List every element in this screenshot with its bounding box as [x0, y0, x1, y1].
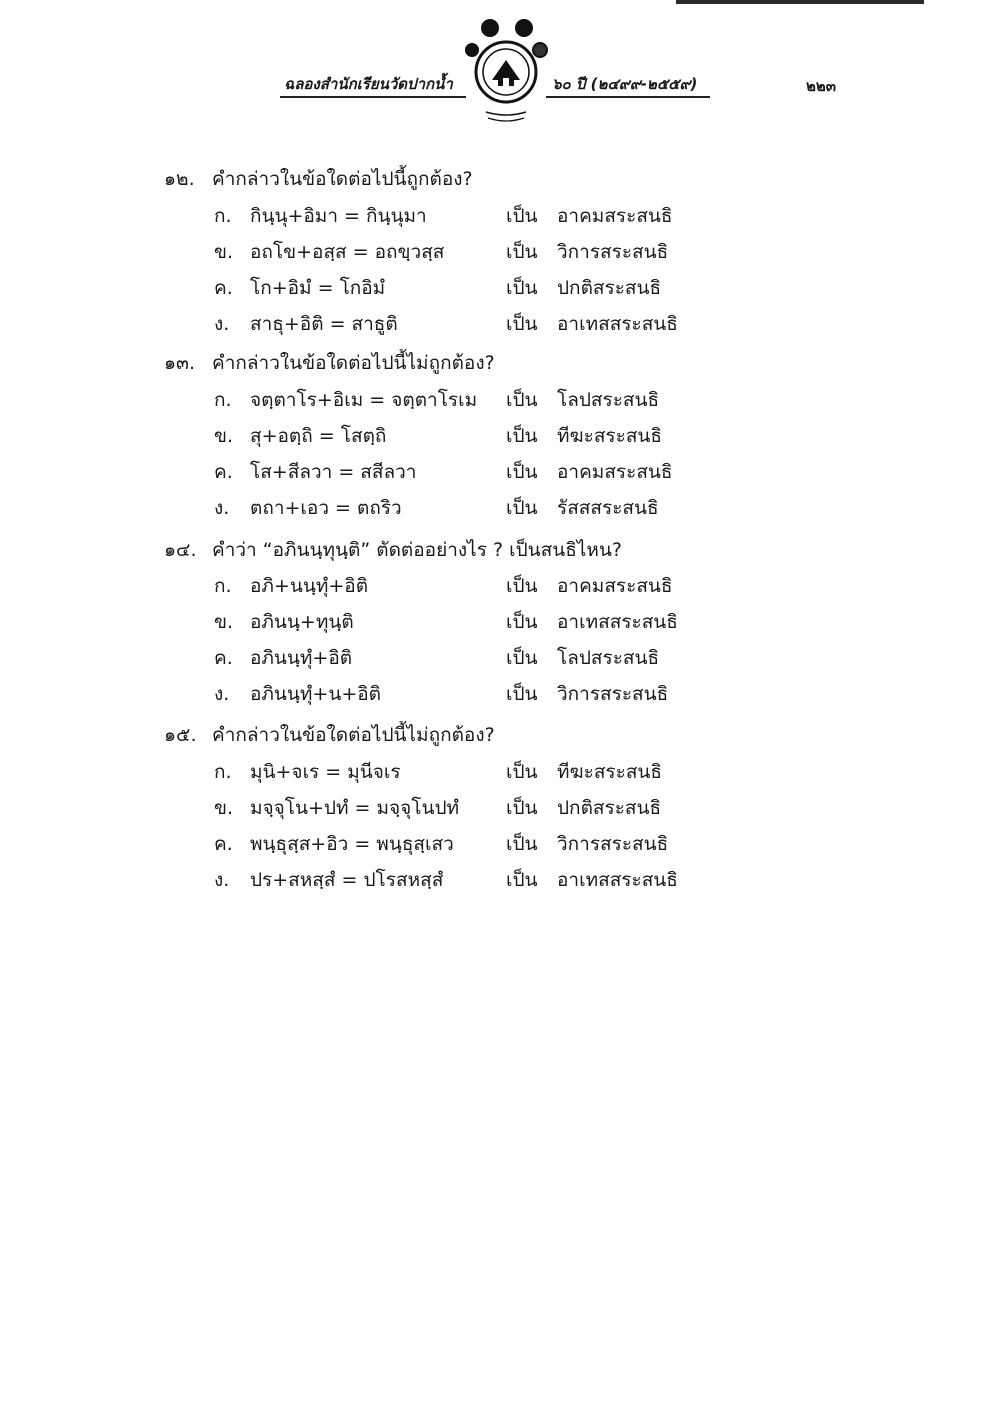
option-expression: โส+สีลวา = สสีลวา — [250, 461, 417, 483]
header-left-title: ฉลองสำนักเรียนวัดปากน้ำ — [284, 75, 453, 93]
option-expression: มจฺจุโน+ปทํ = มจฺจุโนปทํ — [250, 797, 460, 819]
option-letter: ง. — [214, 683, 230, 705]
option-connector: เป็น — [506, 869, 538, 891]
option-letter: ง. — [214, 497, 230, 519]
option-connector: เป็น — [506, 611, 538, 633]
option-letter: ข. — [214, 425, 234, 447]
question-text: คำกล่าวในข้อใดต่อไปนี้ไม่ถูกต้อง? — [212, 352, 495, 374]
option-connector: เป็น — [506, 205, 538, 227]
option-letter: ง. — [214, 869, 230, 891]
option-connector: เป็น — [506, 683, 538, 705]
option-sandhi-type: ปกติสระสนธิ — [557, 797, 662, 819]
option-letter: ค. — [214, 647, 233, 669]
option-connector: เป็น — [506, 761, 538, 783]
option-connector: เป็น — [506, 647, 538, 669]
option-letter: ข. — [214, 611, 234, 633]
option-sandhi-type: ทีฆะสระสนธิ — [557, 761, 663, 783]
option-sandhi-type: โลปสระสนธิ — [557, 647, 660, 669]
option-letter: ง. — [214, 313, 230, 335]
option-connector: เป็น — [506, 241, 538, 263]
option-expression: ปร+สหสฺสํ = ปโรสหสฺสํ — [250, 869, 444, 891]
option-sandhi-type: วิการสระสนธิ — [557, 241, 669, 263]
option-expression: มุนิ+จเร = มุนีจเร — [250, 761, 401, 783]
option-expression: ตถา+เอว = ตถริว — [250, 497, 402, 519]
option-expression: อภิ+นนฺทุํ+อิติ — [250, 575, 369, 597]
option-connector: เป็น — [506, 389, 538, 411]
option-letter: ก. — [214, 205, 232, 227]
option-expression: อถโข+อสฺส = อถขฺวสฺส — [250, 241, 445, 263]
question-number: ๑๔. — [164, 539, 197, 561]
option-letter: ก. — [214, 575, 232, 597]
option-letter: ค. — [214, 833, 233, 855]
option-expression: อภินนฺทุํ+น+อิติ — [250, 683, 382, 705]
question-text: คำกล่าวในข้อใดต่อไปนี้ถูกต้อง? — [212, 168, 473, 190]
option-letter: ข. — [214, 797, 234, 819]
option-connector: เป็น — [506, 575, 538, 597]
option-sandhi-type: อาเทสสระสนธิ — [557, 611, 678, 633]
option-letter: ข. — [214, 241, 234, 263]
question-text: คำว่า “อภินนฺทุนฺติ” ตัดต่ออย่างไร ? เป็นสนธิไหน? — [212, 539, 622, 561]
option-sandhi-type: อาคมสระสนธิ — [557, 461, 673, 483]
option-expression: อภินนฺ+ทุนฺติ — [250, 611, 354, 633]
option-expression: กินฺนุ+อิมา = กินฺนุมา — [250, 205, 427, 227]
question-number: ๑๓. — [164, 352, 196, 374]
option-sandhi-type: ปกติสระสนธิ — [557, 277, 662, 299]
option-sandhi-type: อาคมสระสนธิ — [557, 205, 673, 227]
option-expression: สุ+อตฺถิ = โสตฺถิ — [250, 425, 387, 447]
option-expression: สาธุ+อิติ = สาธูติ — [250, 313, 398, 335]
page-number: ๒๒๓ — [806, 77, 837, 95]
option-sandhi-type: อาเทสสระสนธิ — [557, 869, 678, 891]
option-expression: จตฺตาโร+อิเม = จตฺตาโรเม — [250, 389, 478, 411]
option-connector: เป็น — [506, 497, 538, 519]
question-text: คำกล่าวในข้อใดต่อไปนี้ไม่ถูกต้อง? — [212, 724, 495, 746]
option-sandhi-type: โลปสระสนธิ — [557, 389, 660, 411]
option-sandhi-type: วิการสระสนธิ — [557, 833, 669, 855]
option-connector: เป็น — [506, 425, 538, 447]
option-sandhi-type: รัสสสระสนธิ — [557, 497, 659, 519]
option-letter: ค. — [214, 277, 233, 299]
header-right-title: ๖๐ ปี (๒๔๙๙-๒๕๕๙) — [552, 75, 698, 93]
option-letter: ก. — [214, 389, 232, 411]
page-header — [0, 0, 1000, 130]
question-number: ๑๕. — [164, 724, 197, 746]
option-connector: เป็น — [506, 797, 538, 819]
option-sandhi-type: อาเทสสระสนธิ — [557, 313, 678, 335]
option-letter: ค. — [214, 461, 233, 483]
option-connector: เป็น — [506, 461, 538, 483]
header-right-underline — [546, 96, 710, 98]
option-sandhi-type: ทีฆะสระสนธิ — [557, 425, 663, 447]
emblem-logo-icon — [462, 14, 550, 124]
option-expression: โก+อิมํ = โกอิมํ — [250, 277, 386, 299]
question-number: ๑๒. — [164, 168, 195, 190]
option-letter: ก. — [214, 761, 232, 783]
option-expression: พนฺธุสฺส+อิว = พนฺธุสฺเสว — [250, 833, 454, 855]
option-sandhi-type: อาคมสระสนธิ — [557, 575, 673, 597]
option-connector: เป็น — [506, 277, 538, 299]
option-sandhi-type: วิการสระสนธิ — [557, 683, 669, 705]
header-left-underline — [280, 96, 466, 98]
option-connector: เป็น — [506, 313, 538, 335]
option-expression: อภินนฺทุํ+อิติ — [250, 647, 353, 669]
option-connector: เป็น — [506, 833, 538, 855]
